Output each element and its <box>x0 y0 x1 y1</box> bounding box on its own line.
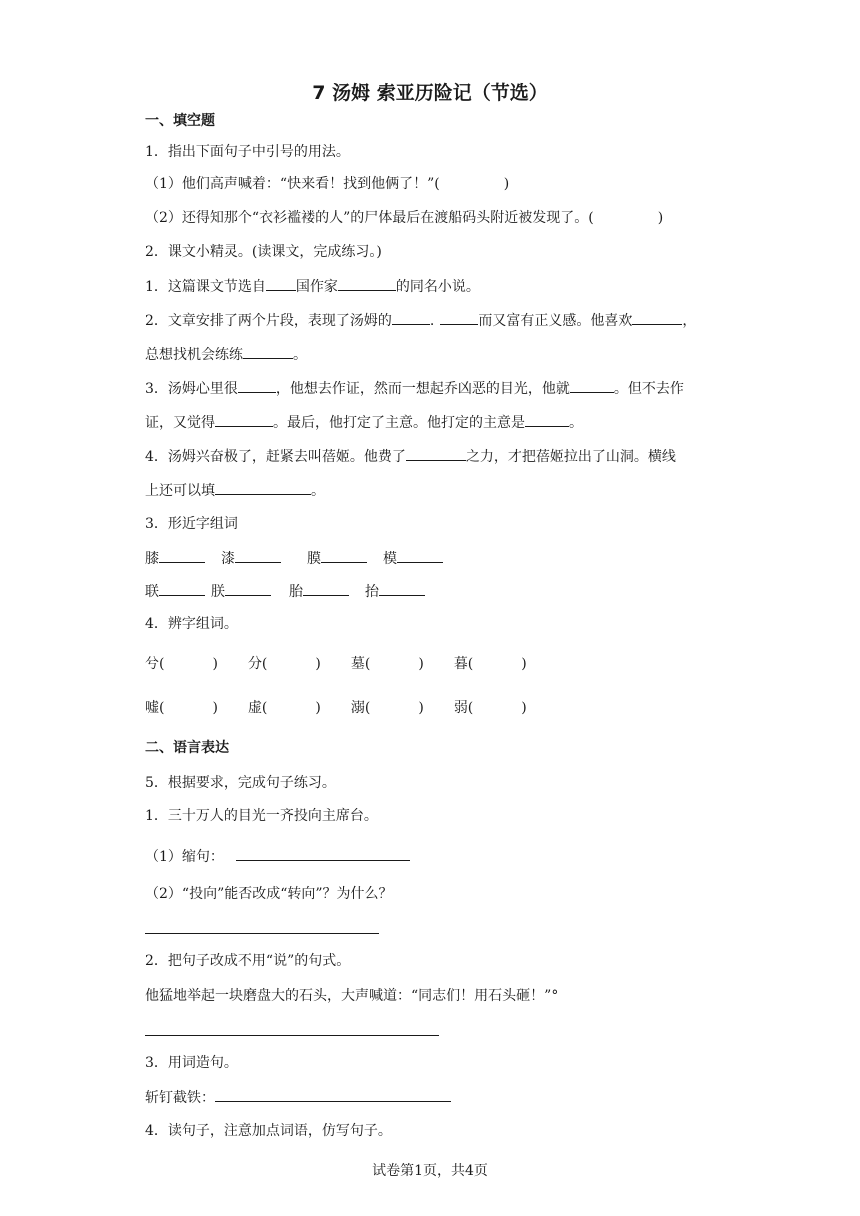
answer-blank[interactable] <box>159 548 205 563</box>
q1-item2-text: （2）还得知那个“衣衫褴褛的人”的尸体最后在渡船码头附近被发现了。( <box>145 210 594 226</box>
q2-i3-text-d: 证，又觉得 <box>145 415 215 431</box>
answer-blank[interactable] <box>215 480 311 495</box>
q5-item-2: 2．把句子改成不用“说”的句式。 <box>145 953 351 969</box>
q5-i1a-text: （1）缩句： <box>145 849 224 865</box>
answer-blank[interactable] <box>525 412 569 427</box>
answer-line[interactable] <box>145 933 379 934</box>
char-item: 膝 <box>145 551 159 567</box>
close-paren: ) <box>315 656 321 672</box>
char-item: 嘘( <box>145 700 165 716</box>
char-item: 兮( <box>145 656 165 672</box>
answer-blank[interactable] <box>243 344 293 359</box>
close-paren: ) <box>521 700 527 716</box>
question-1-item-2 <box>145 208 663 228</box>
close-paren: ) <box>521 656 527 672</box>
answer-blank[interactable] <box>406 446 466 461</box>
answer-blank[interactable] <box>159 581 205 596</box>
char-item: 分( <box>247 656 268 672</box>
page-title: 7 汤姆 索亚历险记（节选） <box>312 82 548 104</box>
close-paren: ) <box>315 700 321 716</box>
answer-blank[interactable] <box>225 581 271 596</box>
q2-i2-text-e: 总想找机会练练 <box>145 347 243 363</box>
answer-blank[interactable] <box>236 846 410 861</box>
q2-i3-text-a: 3．汤姆心里很 <box>145 381 238 397</box>
answer-blank[interactable] <box>235 548 281 563</box>
q1-item1-close: ) <box>503 176 510 192</box>
answer-blank[interactable] <box>397 548 443 563</box>
q5-i3a-text: 斩钉截铁： <box>145 1090 215 1106</box>
answer-blank[interactable] <box>238 378 276 393</box>
q2-item-3-cont <box>145 412 583 433</box>
q5-item-1-a <box>145 846 410 867</box>
q2-i3-text-c: 。但不去作 <box>613 381 684 397</box>
q3-row-1 <box>145 548 443 569</box>
close-paren: ) <box>212 700 218 716</box>
question-4-stem: 4．辨字组词。 <box>145 616 238 632</box>
char-item: 膜 <box>307 551 321 567</box>
char-item: 虚( <box>247 700 268 716</box>
section-heading-expression: 二、语言表达 <box>145 740 229 756</box>
close-paren: ) <box>418 656 424 672</box>
q1-item1-text: （1）他们高声喊着：“快来看！找到他俩了！”( <box>145 176 440 192</box>
char-item: 弱( <box>453 700 474 716</box>
q2-i2-text-f: 。 <box>293 347 307 363</box>
q2-i3-text-e: 。最后，他打定了主意。他打定的主意是 <box>273 415 525 431</box>
q2-i3-text-f: 。 <box>569 415 583 431</box>
q2-item-4 <box>145 446 676 467</box>
char-item: 暮( <box>453 656 474 672</box>
char-item: 溺( <box>350 700 371 716</box>
q2-i1-text-b: 国作家 <box>295 279 338 295</box>
answer-blank[interactable] <box>266 276 296 291</box>
q2-i2-text-c: 而又富有正义感。他喜欢 <box>478 313 633 329</box>
q2-i2-text-d: ， <box>682 313 697 329</box>
q2-i4-text-c: 上还可以填 <box>145 483 215 499</box>
q2-i4-text-a: 4．汤姆兴奋极了，赶紧去叫蓓姬。他费了 <box>145 449 406 465</box>
q2-item-1 <box>145 276 480 297</box>
q2-item-2 <box>145 310 696 331</box>
section-heading-fill-in: 一、填空题 <box>145 113 215 129</box>
question-1-stem: 1．指出下面句子中引号的用法。 <box>145 144 350 160</box>
answer-blank[interactable] <box>632 310 682 325</box>
question-3-stem: 3．形近字组词 <box>145 516 238 532</box>
q3-row-2 <box>145 581 425 602</box>
char-item: 墓( <box>350 656 371 672</box>
q2-i1-text-c: 的同名小说。 <box>395 279 480 295</box>
q4-row-1 <box>145 654 527 674</box>
q2-i2-text-a: 2．文章安排了两个片段，表现了汤姆的 <box>145 313 392 329</box>
q1-item2-close: ) <box>657 210 664 226</box>
char-item: 联 <box>145 584 159 600</box>
answer-blank[interactable] <box>570 378 614 393</box>
q2-item-2-cont <box>145 344 307 365</box>
q5-item-3: 3．用词造句。 <box>145 1055 238 1071</box>
answer-blank[interactable] <box>379 581 425 596</box>
page-footer: 试卷第1页，共4页 <box>372 1163 488 1179</box>
close-paren: ) <box>212 656 218 672</box>
answer-blank[interactable] <box>215 1087 451 1102</box>
q5-item-2-sentence: 他猛地举起一块磨盘大的石头，大声喊道：“同志们！用石头砸！”° <box>145 988 559 1004</box>
answer-blank[interactable] <box>338 276 396 291</box>
answer-line[interactable] <box>145 1035 439 1036</box>
answer-blank[interactable] <box>303 581 349 596</box>
char-item: 模 <box>383 551 397 567</box>
q5-item-1: 1．三十万人的目光一齐投向主席台。 <box>145 808 378 824</box>
char-item: 漆 <box>221 551 235 567</box>
q2-i3-text-b: ，他想去作证，然而一想起乔凶恶的目光，他就 <box>275 381 570 397</box>
q5-item-3-a <box>145 1087 451 1108</box>
answer-blank[interactable] <box>392 310 430 325</box>
q2-i2-text-b: . <box>429 313 435 329</box>
q2-item-4-cont <box>145 480 325 501</box>
q2-item-3 <box>145 378 684 399</box>
answer-blank[interactable] <box>215 412 273 427</box>
char-item: 朕 <box>211 584 225 600</box>
question-5-stem: 5．根据要求，完成句子练习。 <box>145 775 336 791</box>
char-item: 胎 <box>289 584 303 600</box>
close-paren: ) <box>418 700 424 716</box>
q2-i4-text-b: 之力，才把蓓姬拉出了山洞。横线 <box>465 449 676 465</box>
question-2-stem: 2．课文小精灵。(读课文，完成练习。) <box>145 244 382 260</box>
q2-i4-text-d: 。 <box>311 483 325 499</box>
char-item: 抬 <box>365 584 379 600</box>
q5-item-4: 4．读句子，注意加点词语，仿写句子。 <box>145 1123 392 1139</box>
q4-row-2 <box>145 698 527 718</box>
answer-blank[interactable] <box>440 310 478 325</box>
answer-blank[interactable] <box>321 548 367 563</box>
question-1-item-1 <box>145 174 509 194</box>
q2-i1-text-a: 1．这篇课文节选自 <box>145 279 266 295</box>
q5-item-1-b: （2）“投向”能否改成“转向”？为什么？ <box>145 886 393 902</box>
